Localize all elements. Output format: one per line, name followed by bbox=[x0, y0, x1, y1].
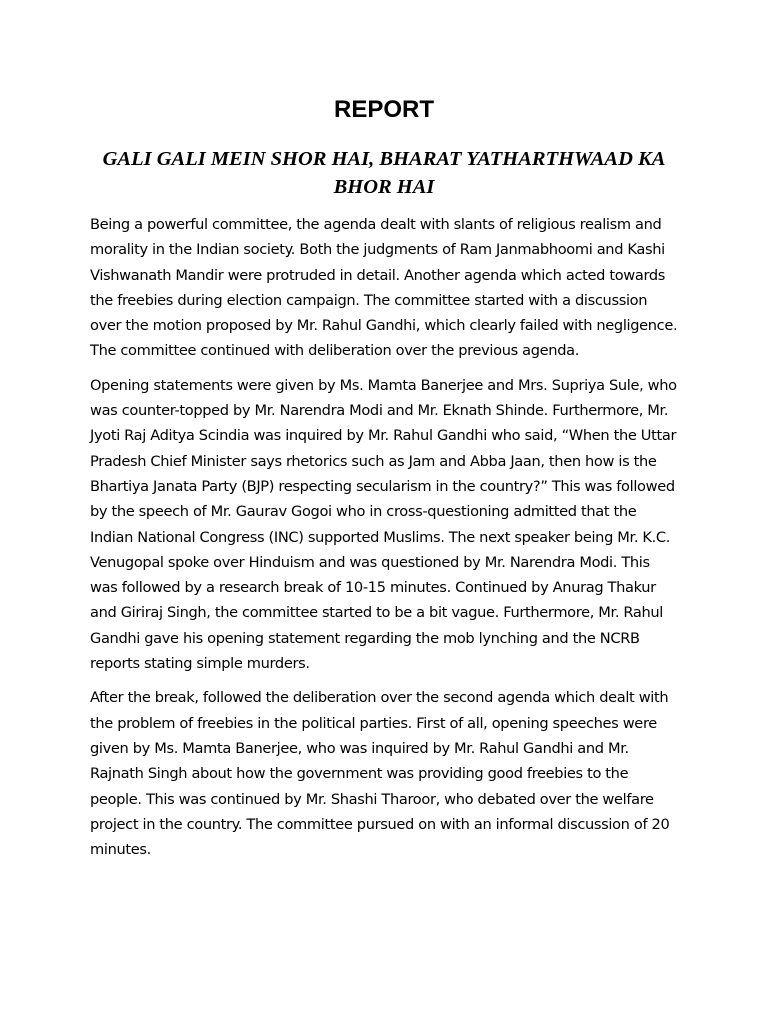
paragraph-1: Being a powerful committee, the agenda dealt with slants of religious realism and morality in the Indian society. Both the judgments of Ram Janmabhoomi and Kashi Vishwanath Mandir were protruded in detail. Another agenda which acted towards the freebies during election campaign. The committee started with a discussion over the motion proposed by Mr. Rahul Gandhi, which clearly failed with negligence. The committee continued with deliberation over the previous agenda. bbox=[90, 216, 678, 360]
report-title: REPORT bbox=[333, 96, 434, 123]
report-subtitle: GALI GALI MEIN SHOR HAI, BHARAT YATHARTHWAAD KA BHOR HAI bbox=[102, 148, 666, 198]
paragraph-3: After the break, followed the deliberation over the second agenda which dealt with the problem of freebies in the political parties. First of all, opening speeches were given by Ms. Mamta Banerjee, who was inquired by Mr. Rahul Gandhi and Mr. Rajnath Singh about how the government was providing good freebies to the people. This was continued by Mr. Shashi Tharoor, who debated over the welfare project in the country. The committee pursued on with an informal discussion of 20 minutes. bbox=[90, 689, 670, 859]
report-body bbox=[90, 212, 680, 871]
paragraph-2: Opening statements were given by Ms. Mamta Banerjee and Mrs. Supriya Sule, who was counter-topped by Mr. Narendra Modi and Mr. Eknath Shinde. Furthermore, Mr. Jyoti Raj Aditya Scindia was inquired by Mr. Rahul Gandhi who said, “When the Uttar Pradesh Chief Minister says rhetorics such as Jam and Abba Jaan, then how is the Bhartiya Janata Party (BJP) respecting secularism in the country?” This was followed by the speech of Mr. Gaurav Gogoi who in cross-questioning admitted that the Indian National Congress (INC) supported Muslims. The next speaker being Mr. K.C. Venugopal spoke over Hinduism and was questioned by Mr. Narendra Modi. This was followed by a research break of 10-15 minutes. Continued by Anurag Thakur and Giriraj Singh, the committee started to be a bit vague. Furthermore, Mr. Rahul Gandhi gave his opening statement regarding the mob lynching and the NCRB reports stating simple murders. bbox=[90, 376, 677, 673]
